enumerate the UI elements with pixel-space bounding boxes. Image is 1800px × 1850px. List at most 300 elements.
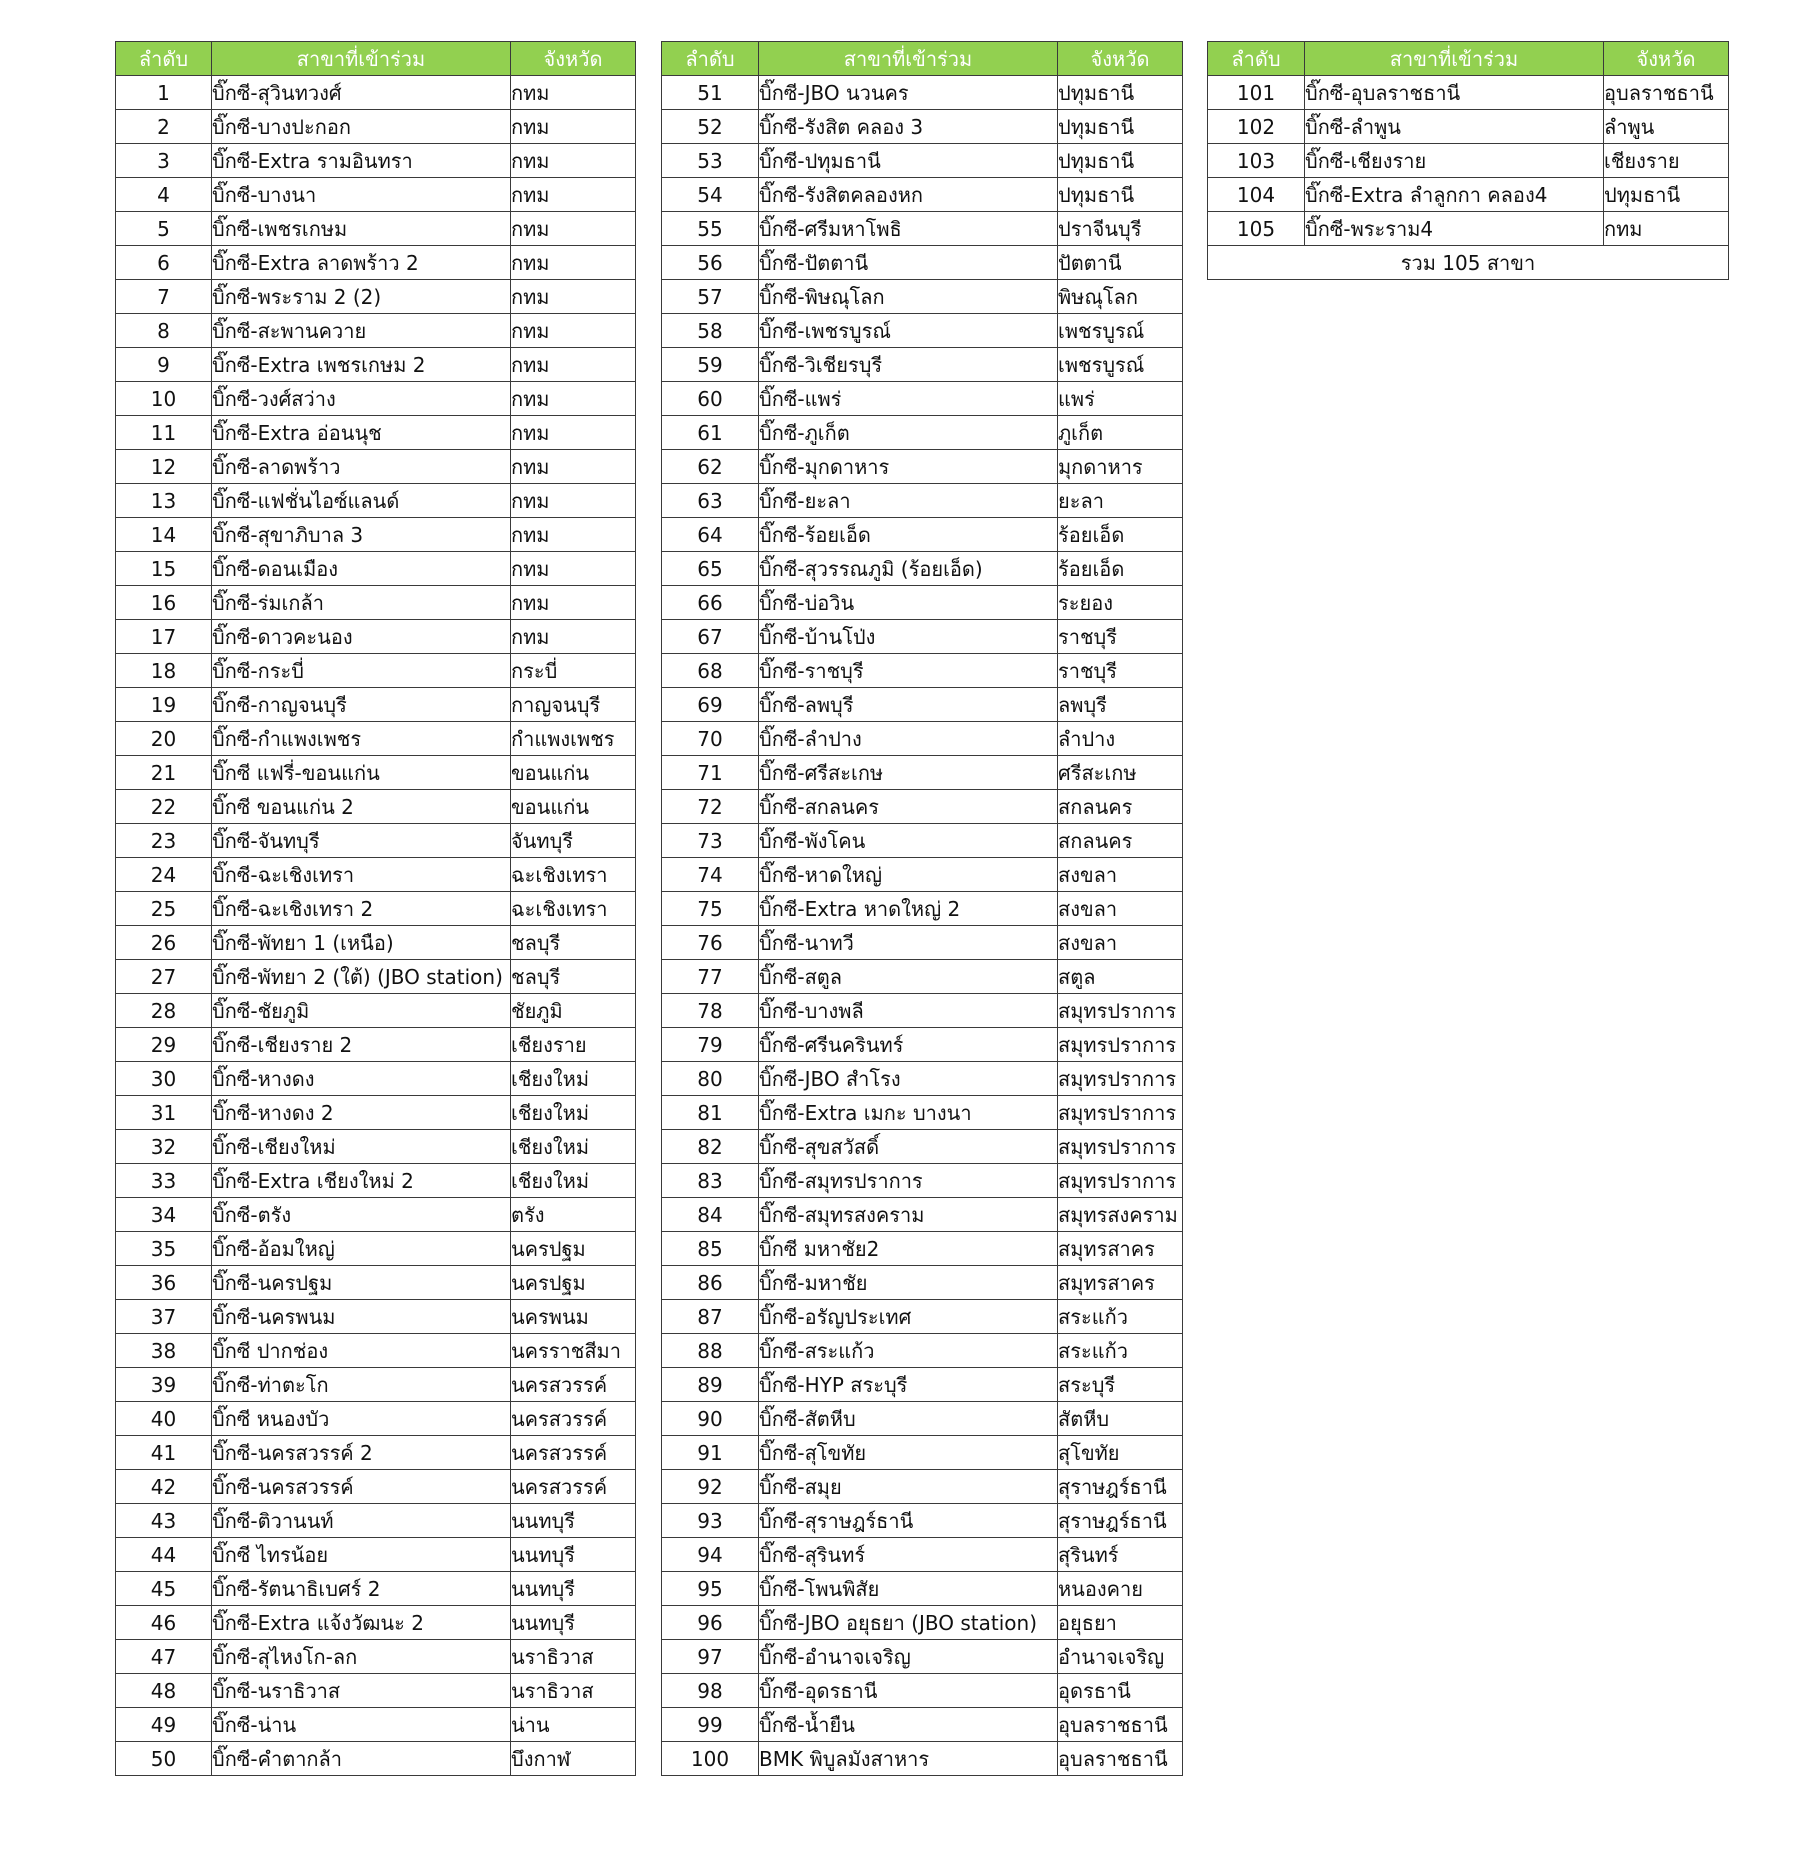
province-name: นครปฐม xyxy=(511,1232,636,1266)
table-row xyxy=(116,518,636,552)
province-name: ราชบุรี xyxy=(1058,654,1183,688)
row-number: 98 xyxy=(662,1674,759,1708)
province-name: สระบุรี xyxy=(1058,1368,1183,1402)
province-name: กระบี่ xyxy=(511,654,636,688)
branch-name: บิ๊กซี-หาดใหญ่ xyxy=(759,858,1058,892)
table-row xyxy=(116,280,636,314)
row-number: 9 xyxy=(116,348,212,382)
table-row xyxy=(662,382,1183,416)
province-name: เชียงราย xyxy=(511,1028,636,1062)
province-name: หนองคาย xyxy=(1058,1572,1183,1606)
branch-name: บิ๊กซี-สมุทรสงคราม xyxy=(759,1198,1058,1232)
header-province: จังหวัด xyxy=(511,42,636,76)
row-number: 95 xyxy=(662,1572,759,1606)
total-label: รวม 105 สาขา xyxy=(1208,246,1729,280)
row-number: 13 xyxy=(116,484,212,518)
province-name: เชียงใหม่ xyxy=(511,1130,636,1164)
province-name: กทม xyxy=(511,178,636,212)
province-name: นครปฐม xyxy=(511,1266,636,1300)
table-row xyxy=(662,722,1183,756)
table-row xyxy=(662,1300,1183,1334)
table-row xyxy=(662,144,1183,178)
table-row xyxy=(116,1708,636,1742)
branch-name: บิ๊กซี-มุกดาหาร xyxy=(759,450,1058,484)
province-name: ชลบุรี xyxy=(511,960,636,994)
row-number: 52 xyxy=(662,110,759,144)
branch-name: บิ๊กซี-อรัญประเทศ xyxy=(759,1300,1058,1334)
row-number: 17 xyxy=(116,620,212,654)
row-number: 32 xyxy=(116,1130,212,1164)
table-row xyxy=(116,926,636,960)
branch-name: บิ๊กซี-นครปฐม xyxy=(212,1266,511,1300)
table-row xyxy=(116,348,636,382)
table-row xyxy=(116,620,636,654)
province-name: กำแพงเพชร xyxy=(511,722,636,756)
row-number: 18 xyxy=(116,654,212,688)
table-row xyxy=(662,756,1183,790)
branch-name: บิ๊กซี-จันทบุรี xyxy=(212,824,511,858)
row-number: 74 xyxy=(662,858,759,892)
table-row xyxy=(662,1436,1183,1470)
table-row xyxy=(662,1266,1183,1300)
header-no: ลำดับ xyxy=(662,42,759,76)
table-row xyxy=(662,1164,1183,1198)
branch-name: บิ๊กซี-สะพานควาย xyxy=(212,314,511,348)
province-name: สกลนคร xyxy=(1058,790,1183,824)
branch-name: บิ๊กซี-กาญจนบุรี xyxy=(212,688,511,722)
branch-name: บิ๊กซี-นครพนม xyxy=(212,1300,511,1334)
table-row xyxy=(1208,110,1729,144)
branch-name: บิ๊กซี-Extra ลำลูกกา คลอง4 xyxy=(1305,178,1604,212)
province-name: นครสวรรค์ xyxy=(511,1436,636,1470)
row-number: 30 xyxy=(116,1062,212,1096)
branch-name: บิ๊กซี-ศรีสะเกษ xyxy=(759,756,1058,790)
table-row xyxy=(116,1266,636,1300)
table-row xyxy=(662,76,1183,110)
province-name: ภูเก็ต xyxy=(1058,416,1183,450)
table-row xyxy=(662,110,1183,144)
row-number: 80 xyxy=(662,1062,759,1096)
province-name: สมุทรปราการ xyxy=(1058,1164,1183,1198)
province-name: เชียงใหม่ xyxy=(511,1096,636,1130)
row-number: 8 xyxy=(116,314,212,348)
branch-table-3 xyxy=(1207,41,1729,280)
branch-name: บิ๊กซี-พัทยา 1 (เหนือ) xyxy=(212,926,511,960)
branch-name: บิ๊กซี-สุขสวัสดิ์ xyxy=(759,1130,1058,1164)
branch-name: บิ๊กซี-สุโขทัย xyxy=(759,1436,1058,1470)
row-number: 87 xyxy=(662,1300,759,1334)
table-row xyxy=(662,1504,1183,1538)
row-number: 102 xyxy=(1208,110,1305,144)
table-row xyxy=(662,1028,1183,1062)
province-name: ปทุมธานี xyxy=(1058,144,1183,178)
province-name: นราธิวาส xyxy=(511,1674,636,1708)
row-number: 85 xyxy=(662,1232,759,1266)
table-row xyxy=(662,960,1183,994)
table-row xyxy=(116,1198,636,1232)
province-name: กทม xyxy=(511,280,636,314)
row-number: 11 xyxy=(116,416,212,450)
branch-name: บิ๊กซี-ท่าตะโก xyxy=(212,1368,511,1402)
row-number: 64 xyxy=(662,518,759,552)
province-name: น่าน xyxy=(511,1708,636,1742)
row-number: 86 xyxy=(662,1266,759,1300)
province-name: ปัตตานี xyxy=(1058,246,1183,280)
branch-name: บิ๊กซี-พังโคน xyxy=(759,824,1058,858)
province-name: กทม xyxy=(1604,212,1729,246)
province-name: กทม xyxy=(511,76,636,110)
branch-name: บิ๊กซี-Extra เมกะ บางนา xyxy=(759,1096,1058,1130)
province-name: อุบลราชธานี xyxy=(1604,76,1729,110)
row-number: 58 xyxy=(662,314,759,348)
table-row xyxy=(116,960,636,994)
row-number: 90 xyxy=(662,1402,759,1436)
row-number: 56 xyxy=(662,246,759,280)
table-row xyxy=(662,688,1183,722)
table-row xyxy=(662,1606,1183,1640)
province-name: สมุทรปราการ xyxy=(1058,994,1183,1028)
table-row xyxy=(662,552,1183,586)
row-number: 84 xyxy=(662,1198,759,1232)
table-row xyxy=(116,1334,636,1368)
province-name: ยะลา xyxy=(1058,484,1183,518)
table-row xyxy=(662,1708,1183,1742)
province-name: สระแก้ว xyxy=(1058,1334,1183,1368)
row-number: 3 xyxy=(116,144,212,178)
row-number: 68 xyxy=(662,654,759,688)
table-row xyxy=(116,1674,636,1708)
province-name: ปทุมธานี xyxy=(1058,178,1183,212)
branch-name: บิ๊กซี-อุบลราชธานี xyxy=(1305,76,1604,110)
row-number: 15 xyxy=(116,552,212,586)
branch-name: บิ๊กซี-สตูล xyxy=(759,960,1058,994)
branch-name: บิ๊กซี-สุวรรณภูมิ (ร้อยเอ็ด) xyxy=(759,552,1058,586)
table-row xyxy=(116,1300,636,1334)
row-number: 94 xyxy=(662,1538,759,1572)
table-row xyxy=(662,654,1183,688)
province-name: นราธิวาส xyxy=(511,1640,636,1674)
branch-name: บิ๊กซี-ราชบุรี xyxy=(759,654,1058,688)
row-number: 100 xyxy=(662,1742,759,1776)
branch-name: บิ๊กซี-นราธิวาส xyxy=(212,1674,511,1708)
province-name: อำนาจเจริญ xyxy=(1058,1640,1183,1674)
table-row xyxy=(1208,76,1729,110)
table-row xyxy=(662,1640,1183,1674)
branch-name: บิ๊กซี ขอนแก่น 2 xyxy=(212,790,511,824)
row-number: 28 xyxy=(116,994,212,1028)
province-name: มุกดาหาร xyxy=(1058,450,1183,484)
row-number: 99 xyxy=(662,1708,759,1742)
province-name: นครสวรรค์ xyxy=(511,1368,636,1402)
province-name: ปทุมธานี xyxy=(1058,76,1183,110)
row-number: 43 xyxy=(116,1504,212,1538)
row-number: 89 xyxy=(662,1368,759,1402)
province-name: ปทุมธานี xyxy=(1604,178,1729,212)
province-name: กทม xyxy=(511,586,636,620)
branch-name: บิ๊กซี-บางนา xyxy=(212,178,511,212)
province-name: สงขลา xyxy=(1058,858,1183,892)
table-row xyxy=(662,246,1183,280)
branch-name: บิ๊กซี แฟรี่-ขอนแก่น xyxy=(212,756,511,790)
branch-name: บิ๊กซี-กำแพงเพชร xyxy=(212,722,511,756)
row-number: 21 xyxy=(116,756,212,790)
province-name: กทม xyxy=(511,416,636,450)
row-number: 75 xyxy=(662,892,759,926)
table-row xyxy=(662,1198,1183,1232)
branch-name: บิ๊กซี-เชียงใหม่ xyxy=(212,1130,511,1164)
table-row xyxy=(116,1096,636,1130)
row-number: 57 xyxy=(662,280,759,314)
table-row xyxy=(116,858,636,892)
province-name: นครราชสีมา xyxy=(511,1334,636,1368)
row-number: 50 xyxy=(116,1742,212,1776)
row-number: 45 xyxy=(116,1572,212,1606)
province-name: ร้อยเอ็ด xyxy=(1058,552,1183,586)
branch-name: บิ๊กซี-นครสวรรค์ xyxy=(212,1470,511,1504)
header-province: จังหวัด xyxy=(1058,42,1183,76)
province-name: กทม xyxy=(511,484,636,518)
branch-name: บิ๊กซี-โพนพิสัย xyxy=(759,1572,1058,1606)
table-row xyxy=(662,1402,1183,1436)
header-branch: สาขาที่เข้าร่วม xyxy=(759,42,1058,76)
table-row xyxy=(116,178,636,212)
province-name: สงขลา xyxy=(1058,926,1183,960)
branch-name: บิ๊กซี-JBO อยุธยา (JBO station) xyxy=(759,1606,1058,1640)
branch-name: บิ๊กซี-ดาวคะนอง xyxy=(212,620,511,654)
table-row xyxy=(662,1232,1183,1266)
branch-name: บิ๊กซี-อ้อมใหญ่ xyxy=(212,1232,511,1266)
table-row xyxy=(116,1504,636,1538)
branch-name: บิ๊กซี-วงศ์สว่าง xyxy=(212,382,511,416)
branch-name: บิ๊กซี-น้ำยืน xyxy=(759,1708,1058,1742)
province-name: กาญจนบุรี xyxy=(511,688,636,722)
row-number: 12 xyxy=(116,450,212,484)
branch-name: บิ๊กซี-คำตากล้า xyxy=(212,1742,511,1776)
branch-name: บิ๊กซี-รัตนาธิเบศร์ 2 xyxy=(212,1572,511,1606)
branch-name: บิ๊กซี-ลาดพร้าว xyxy=(212,450,511,484)
row-number: 73 xyxy=(662,824,759,858)
province-name: กทม xyxy=(511,348,636,382)
branch-name: บิ๊กซี-ร้อยเอ็ด xyxy=(759,518,1058,552)
branch-name: บิ๊กซี-ปัตตานี xyxy=(759,246,1058,280)
province-name: สุราษฎร์ธานี xyxy=(1058,1470,1183,1504)
branch-name: บิ๊กซี-JBO นวนคร xyxy=(759,76,1058,110)
table-row xyxy=(116,246,636,280)
branch-name: บิ๊กซี-ศรีนครินทร์ xyxy=(759,1028,1058,1062)
row-number: 26 xyxy=(116,926,212,960)
row-number: 65 xyxy=(662,552,759,586)
table-row xyxy=(662,416,1183,450)
province-name: สงขลา xyxy=(1058,892,1183,926)
province-name: นครพนม xyxy=(511,1300,636,1334)
branch-name: บิ๊กซี-มหาชัย xyxy=(759,1266,1058,1300)
branch-name: บิ๊กซี-อุดรธานี xyxy=(759,1674,1058,1708)
branch-name: บิ๊กซี-สมุย xyxy=(759,1470,1058,1504)
row-number: 10 xyxy=(116,382,212,416)
row-number: 97 xyxy=(662,1640,759,1674)
province-name: กทม xyxy=(511,144,636,178)
header-no: ลำดับ xyxy=(1208,42,1305,76)
province-name: อุบลราชธานี xyxy=(1058,1742,1183,1776)
branch-name: บิ๊กซี-ลำพูน xyxy=(1305,110,1604,144)
province-name: กทม xyxy=(511,552,636,586)
row-number: 5 xyxy=(116,212,212,246)
table-row xyxy=(116,654,636,688)
province-name: ขอนแก่น xyxy=(511,790,636,824)
branch-name: บิ๊กซี-กระบี่ xyxy=(212,654,511,688)
row-number: 77 xyxy=(662,960,759,994)
branch-name: บิ๊กซี-แฟชั่นไอซ์แลนด์ xyxy=(212,484,511,518)
table-row xyxy=(116,484,636,518)
table-row xyxy=(662,1538,1183,1572)
row-number: 105 xyxy=(1208,212,1305,246)
province-name: ฉะเชิงเทรา xyxy=(511,892,636,926)
table-row xyxy=(1208,178,1729,212)
row-number: 61 xyxy=(662,416,759,450)
table-row xyxy=(116,552,636,586)
table-row xyxy=(116,756,636,790)
province-name: ปทุมธานี xyxy=(1058,110,1183,144)
row-number: 49 xyxy=(116,1708,212,1742)
row-number: 88 xyxy=(662,1334,759,1368)
province-name: สมุทรสงคราม xyxy=(1058,1198,1183,1232)
table-row xyxy=(116,212,636,246)
row-number: 76 xyxy=(662,926,759,960)
table-row xyxy=(662,620,1183,654)
province-name: ราชบุรี xyxy=(1058,620,1183,654)
table-row xyxy=(116,1232,636,1266)
row-number: 4 xyxy=(116,178,212,212)
row-number: 29 xyxy=(116,1028,212,1062)
branch-name: บิ๊กซี-เชียงราย xyxy=(1305,144,1604,178)
province-name: นครสวรรค์ xyxy=(511,1470,636,1504)
branch-name: บิ๊กซี-สมุทรปราการ xyxy=(759,1164,1058,1198)
row-number: 67 xyxy=(662,620,759,654)
table-row xyxy=(116,416,636,450)
table-row xyxy=(116,824,636,858)
row-number: 51 xyxy=(662,76,759,110)
province-name: ระยอง xyxy=(1058,586,1183,620)
row-number: 41 xyxy=(116,1436,212,1470)
province-name: ตรัง xyxy=(511,1198,636,1232)
table-row xyxy=(662,926,1183,960)
province-name: ฉะเชิงเทรา xyxy=(511,858,636,892)
row-number: 63 xyxy=(662,484,759,518)
table-row xyxy=(116,1470,636,1504)
branch-name: บิ๊กซี-เพชรบูรณ์ xyxy=(759,314,1058,348)
province-name: สมุทรสาคร xyxy=(1058,1266,1183,1300)
table-row xyxy=(662,212,1183,246)
branch-name: บิ๊กซี-ติวานนท์ xyxy=(212,1504,511,1538)
table-row xyxy=(1208,212,1729,246)
table-row xyxy=(662,892,1183,926)
branch-name: บิ๊กซี-รังสิต คลอง 3 xyxy=(759,110,1058,144)
province-name: สมุทรปราการ xyxy=(1058,1062,1183,1096)
branch-name: บิ๊กซี ปากช่อง xyxy=(212,1334,511,1368)
row-number: 19 xyxy=(116,688,212,722)
header-branch: สาขาที่เข้าร่วม xyxy=(212,42,511,76)
header-no: ลำดับ xyxy=(116,42,212,76)
table-row xyxy=(662,994,1183,1028)
row-number: 60 xyxy=(662,382,759,416)
province-name: พิษณุโลก xyxy=(1058,280,1183,314)
province-name: ศรีสะเกษ xyxy=(1058,756,1183,790)
branch-name: บิ๊กซี-ศรีมหาโพธิ xyxy=(759,212,1058,246)
table-row xyxy=(662,1674,1183,1708)
row-number: 42 xyxy=(116,1470,212,1504)
table-row xyxy=(116,688,636,722)
province-name: กทม xyxy=(511,314,636,348)
table-row xyxy=(662,348,1183,382)
province-name: นนทบุรี xyxy=(511,1606,636,1640)
row-number: 22 xyxy=(116,790,212,824)
province-name: นนทบุรี xyxy=(511,1504,636,1538)
table-row xyxy=(662,518,1183,552)
table-row xyxy=(116,1538,636,1572)
branch-name: บิ๊กซี-เชียงราย 2 xyxy=(212,1028,511,1062)
row-number: 7 xyxy=(116,280,212,314)
province-name: นนทบุรี xyxy=(511,1572,636,1606)
province-name: สมุทรปราการ xyxy=(1058,1130,1183,1164)
table-row xyxy=(662,1334,1183,1368)
row-number: 103 xyxy=(1208,144,1305,178)
province-name: เชียงใหม่ xyxy=(511,1164,636,1198)
branch-name: บิ๊กซี หนองบัว xyxy=(212,1402,511,1436)
province-name: ลำพูน xyxy=(1604,110,1729,144)
province-name: สระแก้ว xyxy=(1058,1300,1183,1334)
branch-name: บิ๊กซี-พัทยา 2 (ใต้) (JBO station) xyxy=(212,960,511,994)
table-row xyxy=(662,790,1183,824)
table-row xyxy=(116,1606,636,1640)
table-row xyxy=(116,1062,636,1096)
table-row xyxy=(662,824,1183,858)
row-number: 92 xyxy=(662,1470,759,1504)
province-name: สกลนคร xyxy=(1058,824,1183,858)
row-number: 47 xyxy=(116,1640,212,1674)
row-number: 55 xyxy=(662,212,759,246)
row-number: 37 xyxy=(116,1300,212,1334)
branch-name: บิ๊กซี-ปทุมธานี xyxy=(759,144,1058,178)
row-number: 101 xyxy=(1208,76,1305,110)
row-number: 38 xyxy=(116,1334,212,1368)
branch-name: บิ๊กซี-JBO สำโรง xyxy=(759,1062,1058,1096)
table-row xyxy=(116,314,636,348)
province-name: ขอนแก่น xyxy=(511,756,636,790)
province-name: สมุทรสาคร xyxy=(1058,1232,1183,1266)
table-row xyxy=(116,1368,636,1402)
branch-name: บิ๊กซี-ลพบุรี xyxy=(759,688,1058,722)
branch-name: บิ๊กซี-ตรัง xyxy=(212,1198,511,1232)
branch-name: บิ๊กซี-ชัยภูมิ xyxy=(212,994,511,1028)
branch-name: บิ๊กซี-อำนาจเจริญ xyxy=(759,1640,1058,1674)
province-name: ชลบุรี xyxy=(511,926,636,960)
table-row xyxy=(116,110,636,144)
branch-name: บิ๊กซี-พระราม4 xyxy=(1305,212,1604,246)
province-name: นครสวรรค์ xyxy=(511,1402,636,1436)
province-name: กทม xyxy=(511,110,636,144)
table-row xyxy=(662,586,1183,620)
branch-name: บิ๊กซี-สุวินทวงศ์ xyxy=(212,76,511,110)
province-name: สตูล xyxy=(1058,960,1183,994)
table-row xyxy=(1208,144,1729,178)
row-number: 44 xyxy=(116,1538,212,1572)
branch-name: บิ๊กซี-สุราษฎร์ธานี xyxy=(759,1504,1058,1538)
branch-name: บิ๊กซี-ร่มเกล้า xyxy=(212,586,511,620)
province-name: สัตหีบ xyxy=(1058,1402,1183,1436)
province-name: กทม xyxy=(511,212,636,246)
row-number: 25 xyxy=(116,892,212,926)
table-row xyxy=(116,1130,636,1164)
